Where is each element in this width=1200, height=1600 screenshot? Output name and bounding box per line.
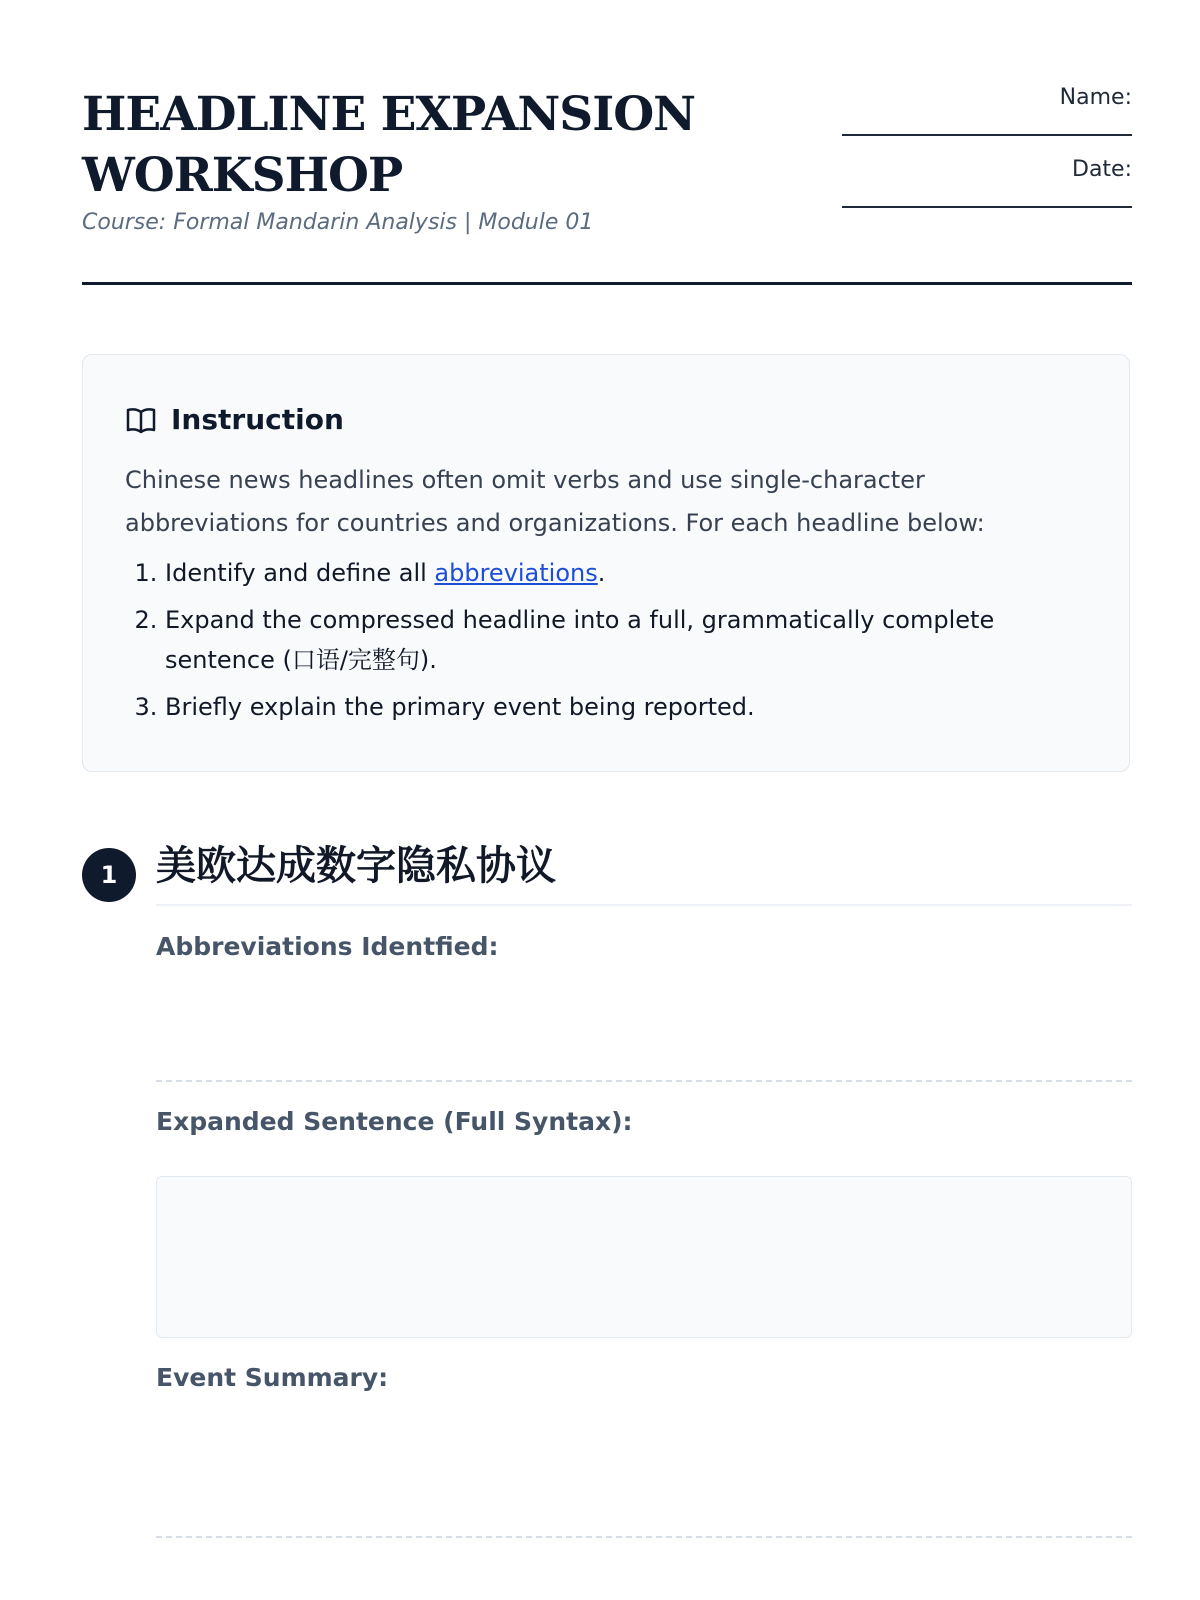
event-summary-answer-line[interactable] <box>156 1536 1132 1538</box>
date-label: Date: <box>1072 157 1132 182</box>
header-divider <box>82 282 1132 285</box>
question-headline: 美欧达成数字隐私协议 <box>156 843 556 889</box>
student-meta <box>832 84 1132 228</box>
name-label: Name: <box>1059 85 1132 110</box>
question-number-badge: 1 <box>82 848 136 902</box>
instruction-box <box>82 354 1130 772</box>
course-subtitle: Course: Formal Mandarin Analysis | Module 01 <box>82 210 594 235</box>
event-summary-label: Event Summary: <box>156 1363 389 1392</box>
book-open-icon <box>125 406 157 434</box>
name-field[interactable] <box>842 134 1132 136</box>
instruction-step-3: 3. Briefly explain the primary event being reported. <box>165 687 1085 727</box>
expanded-sentence-label: Expanded Sentence (Full Syntax): <box>156 1107 633 1136</box>
abbreviations-label: Abbreviations Identfied: <box>156 932 499 961</box>
page-title: HEADLINE EXPANSION WORKSHOP <box>82 87 696 203</box>
worksheet-page <box>82 0 1132 1600</box>
worksheet-header <box>82 84 1132 284</box>
abbreviations-answer-line[interactable] <box>156 1080 1132 1082</box>
instruction-text: Chinese news headlines often omit verbs and use single-character abbreviations for countries and organizations. For each headline below: <box>125 466 985 537</box>
headline-divider <box>156 904 1132 906</box>
abbreviations-link[interactable]: abbreviations <box>434 559 598 587</box>
instruction-step-2: 2. Expand the compressed headline into a full, grammatically complete sentence (口语/完整句). <box>165 600 1085 680</box>
instruction-step-1 <box>165 553 1085 593</box>
instruction-title: Instruction <box>171 403 344 436</box>
expanded-sentence-box[interactable] <box>156 1176 1132 1338</box>
step-1-text: Identify and define all <box>165 559 435 587</box>
instruction-steps <box>125 553 1085 734</box>
step-1-end: . <box>597 559 606 587</box>
date-field[interactable] <box>842 206 1132 208</box>
instruction-header <box>125 403 344 436</box>
